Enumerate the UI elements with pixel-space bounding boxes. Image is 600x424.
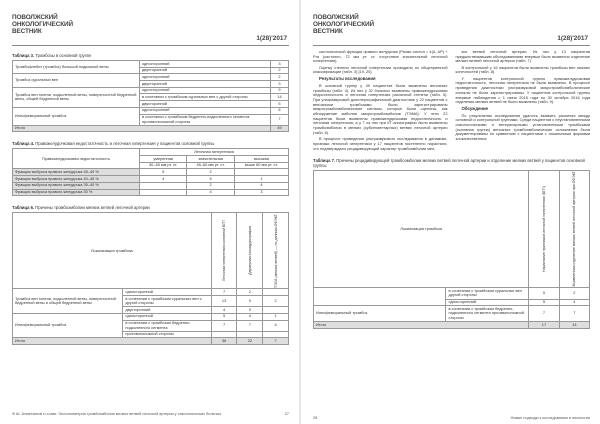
- left-page: [0, 0, 299, 424]
- section-heading: Результаты исследования: [319, 76, 376, 82]
- total-value: 17: [529, 321, 559, 328]
- row-sublabel: односторонний: [123, 289, 211, 296]
- total-label: Итого: [13, 125, 271, 132]
- row-value: 13: [211, 296, 237, 307]
- row-value: 2: [559, 288, 589, 299]
- col-head: Нарастание признаков легочной гипертензии (ВГП): [529, 170, 559, 288]
- row-label: Илеофеморальный тромбоз: [13, 107, 140, 125]
- row-sublabel: односторонний: [123, 313, 211, 320]
- row-sublabel: односторонний: [139, 74, 270, 81]
- row-value: 4: [234, 182, 288, 189]
- table-row: [13, 107, 289, 114]
- row-value: 5: [187, 176, 234, 183]
- table7: [313, 170, 590, 329]
- table4-range: выше 60 мм рт. ст.: [234, 162, 288, 169]
- table4-col-main: Правожелудочковая недостаточность: [13, 149, 140, 169]
- row-value: [139, 189, 186, 196]
- row-value: 2: [271, 74, 289, 81]
- row-sublabel: противоположной стороны: [123, 331, 211, 338]
- journal-title: ПОВОЛЖСКИЙ ОНКОЛОГИЧЕСКИЙ ВЕСТНИК: [313, 14, 375, 35]
- row-value: 6: [271, 107, 289, 114]
- total-row: [314, 321, 590, 328]
- row-sublabel: двусторонний: [139, 67, 270, 74]
- row-value: 9: [271, 87, 289, 94]
- row-value: 7: [559, 306, 589, 322]
- table-row: [13, 61, 289, 68]
- row-sublabel: двусторонний: [139, 101, 270, 108]
- table-row: [13, 182, 289, 189]
- total-value: 7: [263, 338, 289, 345]
- row-value: 4: [559, 299, 589, 306]
- row-sublabel: односторонний: [139, 61, 270, 68]
- left-footer: [12, 412, 289, 416]
- total-label: Итого: [13, 338, 212, 345]
- row-value: 5: [529, 299, 559, 306]
- table7-caption: Таблица 7. Причины рецидивирующей тромбоэмболии мелких ветвей легочной артерии и отделение мелких ветвей у пациентов основной группы: [313, 157, 585, 168]
- issue-number: 1(28)'2017: [557, 35, 588, 42]
- row-value: 7: [271, 114, 289, 125]
- table-row: [13, 169, 289, 176]
- row-value: 2: [187, 182, 234, 189]
- row-label: Тромбоз суральных вен: [13, 74, 140, 87]
- row-value: 4: [211, 307, 237, 314]
- row-sublabel: в сочетании с тромбозом бедренно-подколенного сегмента противоположной стороны: [139, 114, 270, 125]
- footer-text: Ф.Ш. Ахметзянов и соавт. Эхосонометрия тромбоэмболии мелких ветвей легочной артерии у онкологических больных: [12, 412, 222, 416]
- col-main: Локализация тромбоза: [13, 213, 212, 289]
- row-sublabel: в сочетании с тромбозом суральных вен с другой стороны: [139, 94, 270, 101]
- row-value: [263, 289, 289, 296]
- table-row: [13, 313, 289, 320]
- table-row: [314, 288, 590, 299]
- row-value: 7: [211, 320, 237, 331]
- header-rule: [313, 45, 590, 46]
- row-value: [211, 331, 237, 338]
- table6: [12, 212, 289, 345]
- header-row: [314, 170, 590, 288]
- journal-title: ПОВОЛЖСКИЙ ОНКОЛОГИЧЕСКИЙ ВЕСТНИК: [12, 14, 74, 35]
- row-label: Тромбоз вен голени, подколенной вены, поверхностной бедренной вены, общей бедренной вены: [13, 87, 140, 107]
- table-row: [314, 306, 590, 322]
- row-value: 14: [271, 94, 289, 101]
- col-head: Двумерная эхокардиография: [237, 213, 263, 289]
- row-value: [237, 331, 263, 338]
- table-row: [13, 289, 289, 296]
- row-value: 1: [263, 313, 289, 320]
- row-value: [139, 182, 186, 189]
- journal-header: [12, 14, 289, 44]
- row-value: 7: [529, 306, 559, 322]
- table3: [12, 60, 289, 132]
- header-rule: [12, 45, 289, 46]
- row-sublabel: двусторонний: [123, 307, 211, 314]
- paragraph: ких ветвей легочной артерии. Из них у 13 пациентов предшествовавшим обследованиями впервые было выявлено отделение мелких ветвей легочной артерии (табл. 7).: [455, 49, 590, 64]
- table-row: [13, 87, 289, 94]
- row-label: [314, 288, 446, 306]
- page-number: 27: [284, 412, 289, 416]
- section-heading: Обсуждение: [461, 105, 489, 111]
- row-value: 7: [211, 289, 237, 296]
- row-sublabel: в сочетании с тромбозом бедренно-подколенного сегмента: [123, 320, 211, 331]
- header-row: [13, 213, 289, 289]
- col-head: Выявленная отделение мелких ветвей легочной артерии при ОФЭКТ: [559, 170, 589, 288]
- row-value: 2: [237, 289, 263, 296]
- table4-range: 45–60 мм рт. ст.: [187, 162, 234, 169]
- article-columns: [313, 50, 590, 153]
- paragraph: В процессе проведения ультразвукового исследования в динамике, признаки легочной гипертензии у 17 пациентов постепенно нарастали, что подтверждало рецидивирующий характер тромбоэмболии мел-: [313, 136, 448, 151]
- row-value: 7: [237, 320, 263, 331]
- row-label: Фракция выброса правого желудочка 45–49 %: [13, 169, 140, 176]
- row-value: [263, 307, 289, 314]
- row-value: 9: [237, 296, 263, 307]
- table4-range: 30–45 мм рт. ст.: [139, 162, 186, 169]
- paragraph: По результатам исследования удалось выявить различия между основной и контрольной группами. Среди пациентов с неустановленными онкологическими и ветеринарными установленными тромбозами (основная группа) венозные тромбоэмболические осложнения были документированы по сравнению с пациентами с локальными формами злокачественных: [455, 112, 590, 142]
- row-label: Илеофеморальный тромбоз: [13, 313, 123, 338]
- total-label: Итого: [314, 321, 529, 328]
- row-value: 4: [187, 189, 234, 196]
- row-value: 4: [139, 176, 186, 183]
- row-value: 2: [271, 67, 289, 74]
- row-value: 5: [211, 313, 237, 320]
- total-value: 22: [237, 338, 263, 345]
- row-value: 2: [263, 296, 289, 307]
- paragraph: Оценку степени легочной гипертензии проводили по общепринятой классификации (табл. 3) [19, 20].: [313, 64, 448, 75]
- total-value: 13: [559, 321, 589, 328]
- col-head: ТЭЛА (мелких ветвей) — по данным ОФЭКТ: [263, 213, 289, 289]
- total-row: [13, 125, 289, 132]
- row-sublabel: двусторонний: [139, 81, 270, 88]
- row-value: [263, 331, 289, 338]
- table4-level: высокая: [234, 156, 288, 163]
- issue-number: 1(28)'2017: [256, 35, 287, 42]
- table-row: [13, 176, 289, 183]
- row-label: Илеофеморальный тромбоз: [314, 306, 446, 322]
- row-value: 5: [529, 288, 559, 299]
- table4-col-group: Легочная гипертензия: [139, 149, 288, 156]
- text-column-2: [456, 50, 591, 153]
- row-sublabel: односторонний: [446, 299, 529, 306]
- row-value: 2: [187, 169, 234, 176]
- row-sublabel: в сочетании с тромбозом суральных вен с другой стороны: [123, 296, 211, 307]
- table4: [12, 148, 289, 196]
- row-value: 3: [271, 81, 289, 88]
- footer-text: Новые подходы к исследованию в онкологии: [510, 416, 590, 420]
- page-number: 28: [313, 416, 318, 420]
- paragraph: В контрольной у 16 пациентов были выявлены тромбозы вен нижних конечностей (табл. 8).: [455, 64, 590, 75]
- text-column-1: [313, 50, 448, 153]
- row-value: 5: [271, 101, 289, 108]
- row-label: Фракция выброса правого желудочка 30 %: [13, 189, 140, 196]
- table-row: [13, 189, 289, 196]
- row-value: 4: [263, 320, 289, 331]
- total-value: 36: [211, 338, 237, 345]
- table6-caption: Таблица 6. Причины тромбоэмболии мелких ветвей легочной артерии: [12, 205, 150, 211]
- right-page: [301, 0, 600, 424]
- paragraph: систолической функции правого желудочка (Pмакс систол = 4(Δ, ΔP) + Pra (систолич. 72 мм рт. ст. отсутствие значительной легочной гипертензии).: [313, 49, 448, 64]
- row-sublabel: в сочетании с тромбозом бедренно-подколенного сегмента противоположной стороны: [446, 306, 529, 322]
- row-value: 1: [234, 176, 288, 183]
- row-label: Фракция выброса правого желудочка 35–40 %: [13, 182, 140, 189]
- row-sublabel: односторонний: [139, 87, 270, 94]
- row-value: 3: [271, 61, 289, 68]
- paragraph: У пациентов контрольной группы правожелудочковая недостаточность, легочная гипертензия не были выявлены. В процессе проведения диагностики ультразвуковой микротромбоэмболические сигналы не были зарегистрированы. У пациентов контрольной группы впервые наблюдения с 1 июня 2015 года по 30 октября 2016 года отделения мелких ветвей не были выявлены (табл. 9).: [455, 75, 590, 105]
- total-row: [13, 338, 289, 345]
- paragraph: В основной группу у 49 пациентов были выявлены венозные тромбозы (табл. 4). Из них у 32 больных выявлены правожелудочковая недостаточность и легочная гипертензия различной степени (табл. 5). При ультразвуковой допплерографической диагностике у 22 пациентов с венозными тромбозами были зарегистрированы микротромбоэмболические сигналы, которые были оценены, как обнаружение эмболии микротромбоэмболов (ТЭМА). У этих 22 пациентов были выявлены правожелудочковая недостаточность и легочная гипертензия, а у 7 из них при КТ-ангиографии были выявлены тромбоэмболии в мелких (субсегментарных) ветвях легочной артерии (табл. 6).: [313, 82, 448, 135]
- table4-level: значительная: [187, 156, 234, 163]
- row-value: 3: [237, 307, 263, 314]
- row-label: Тромбофлебит (тромбоз) большой подкожной вены: [13, 61, 140, 74]
- total-value: 49: [271, 125, 289, 132]
- col-head: Легочная гипертензия основной ВГП: [211, 213, 237, 289]
- row-label: Тромбоз вен голени, подколенной вены, поверхностной бедренной вены и общей бедренной вены: [13, 289, 123, 314]
- table4-caption: Таблица 4. Правожелудочковая недостаточность и легочная гипертензия у пациентов основной группы: [12, 141, 215, 147]
- row-sublabel: односторонний: [139, 107, 270, 114]
- row-sublabel: в сочетании с тромбозом суральных вен другой стороны: [446, 288, 529, 299]
- row-label: Фракция выброса правого желудочка 40–45 %: [13, 176, 140, 183]
- row-value: 5: [139, 169, 186, 176]
- row-value: 3: [234, 189, 288, 196]
- row-value: 4: [237, 313, 263, 320]
- table-row: [13, 74, 289, 81]
- journal-header: [313, 14, 590, 44]
- col-main: Локализация тромбоза: [314, 170, 529, 288]
- table3-caption: Таблица 3. Тромбозы в основной группе: [12, 53, 92, 58]
- table4-level: умеренная: [139, 156, 186, 163]
- row-value: [234, 169, 288, 176]
